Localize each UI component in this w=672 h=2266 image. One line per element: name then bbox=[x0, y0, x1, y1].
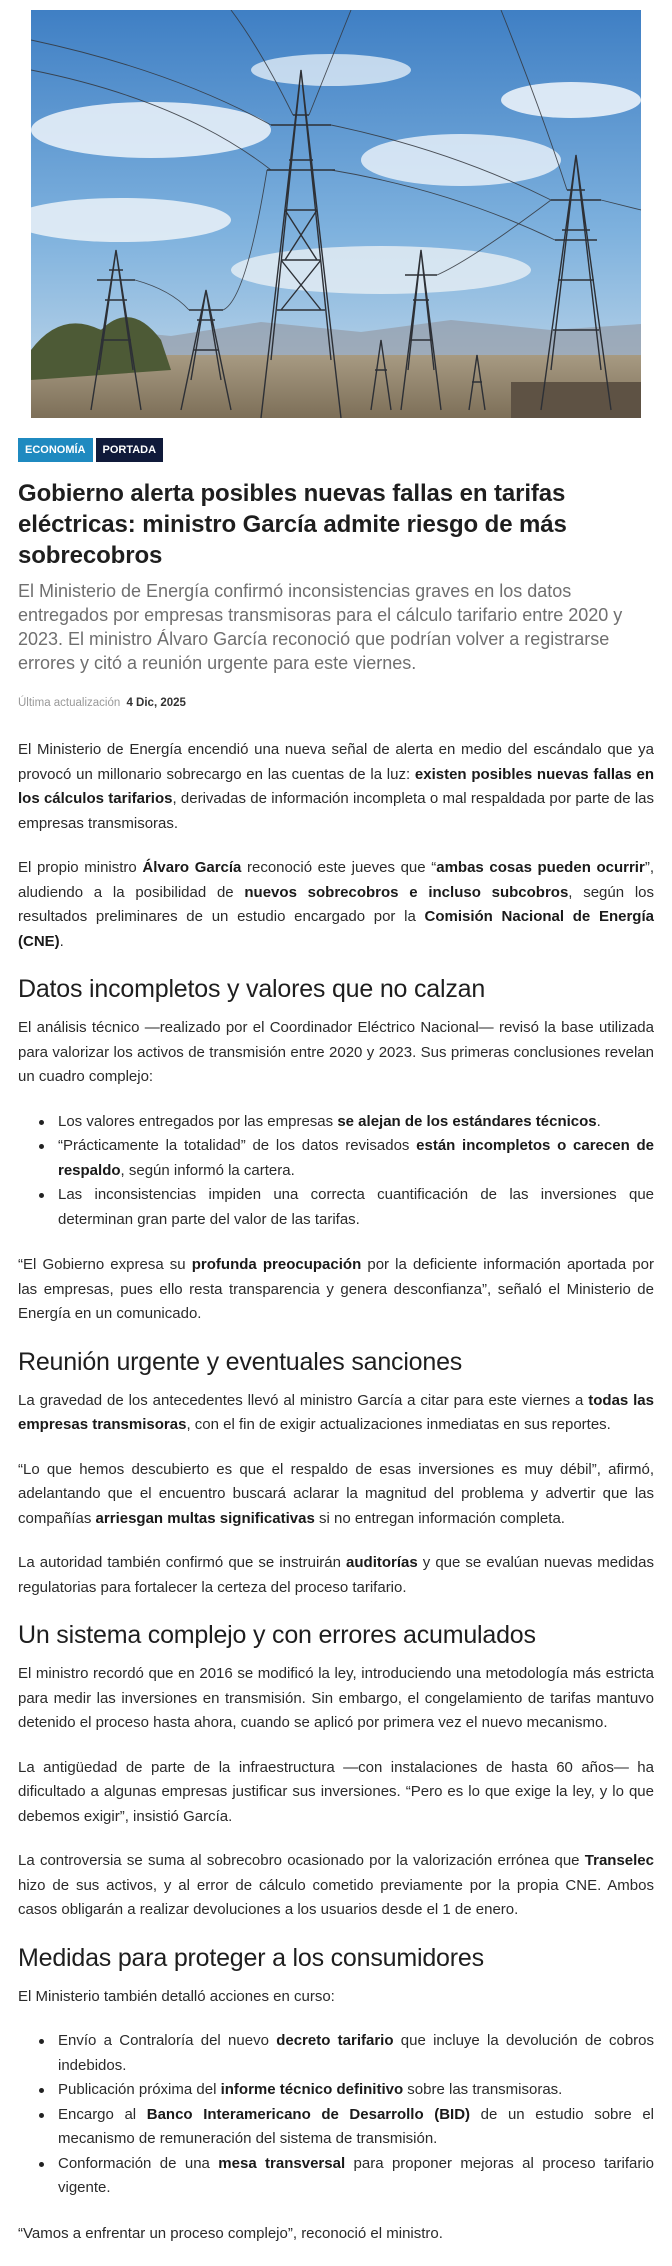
paragraph: “El Gobierno expresa su profunda preocupación por la deficiente información aportada por las empresas, pues ello resta transparencia y genera desconfianza”, señaló el Ministerio de Energía en un comunicado. bbox=[18, 1256, 654, 1322]
article-lead: El Ministerio de Energía confirmó inconsistencias graves en los datos entregados por empresas transmisoras para el cálculo tarifario entre 2020 y 2023. El ministro Álvaro García reconoció que podrían volver a registrarse errores y citó a reunión urgente para este viernes. bbox=[18, 581, 623, 673]
section-heading: Un sistema complejo y con errores acumulados bbox=[18, 1621, 536, 1649]
list-item: Envío a Contraloría del nuevo decreto tarifario que incluye la devolución de cobros indebidos. bbox=[58, 2029, 654, 2078]
list-item: Conformación de una mesa transversal para proponer mejoras al proceso tarifario vigente. bbox=[58, 2152, 654, 2201]
article-title: Gobierno alerta posibles nuevas fallas en tarifas eléctricas: ministro García admite riesgo de más sobrecobros bbox=[18, 480, 567, 569]
category-tags bbox=[18, 438, 654, 462]
last-updated-label: Última actualización bbox=[18, 697, 121, 709]
paragraph: El ministro recordó que en 2016 se modificó la ley, introduciendo una metodología más estricta para medir las inversiones en transmisión. Sin embargo, el congelamiento de tarifas mantuvo detenido el proceso hasta ahora, cuando se aplicó por primera vez el nuevo mecanismo. bbox=[18, 1665, 654, 1731]
last-updated-date: 4 Dic, 2025 bbox=[126, 697, 186, 709]
article-page bbox=[0, 10, 672, 2246]
list-item: Publicación próxima del informe técnico definitivo sobre las transmisoras. bbox=[58, 2078, 654, 2103]
last-updated bbox=[18, 697, 654, 709]
list-item: Las inconsistencias impiden una correcta cuantificación de las inversiones que determinan gran parte del valor de las tarifas. bbox=[58, 1183, 654, 1232]
paragraph: La autoridad también confirmó que se instruirán auditorías y que se evalúan nuevas medidas regulatorias para fortalecer la certeza del proceso tarifario. bbox=[18, 1554, 654, 1596]
section-heading: Datos incompletos y valores que no calzan bbox=[18, 975, 486, 1003]
section-heading: Reunión urgente y eventuales sanciones bbox=[18, 1347, 463, 1376]
paragraph: El análisis técnico —realizado por el Coordinador Eléctrico Nacional— revisó la base utilizada para valorizar los activos de transmisión entre 2020 y 2023. Sus primeras conclusiones revelan un cuadro complejo: bbox=[18, 1019, 654, 1085]
bullet-list bbox=[58, 1110, 654, 1233]
tag-portada[interactable]: PORTADA bbox=[96, 438, 164, 462]
article-body bbox=[18, 738, 654, 2246]
paragraph: La controversia se suma al sobrecobro ocasionado por la valorización errónea que Transelec hizo de sus activos, y al error de cálculo cometido previamente por la propia CNE. Ambos casos obligarán a realizar devoluciones a los usuarios desde el 1 de enero. bbox=[18, 1852, 654, 1918]
bullet-list bbox=[58, 2029, 654, 2201]
paragraph: “Lo que hemos descubierto es que el respaldo de esas inversiones es muy débil”, afirmó, adelantando que el encuentro buscará aclarar la magnitud del problema y advertir que las compañías arriesgan multas significativas si no entregan información completa. bbox=[18, 1460, 654, 1527]
paragraph: El propio ministro Álvaro García reconoció este jueves que “ambas cosas pueden ocurrir”, aludiendo a la posibilidad de nuevos sobrecobros e incluso subcobros, según los resultados preliminares de un estudio encargado por la Comisión Nacional de Energía (CNE). bbox=[18, 859, 655, 950]
paragraph: La gravedad de los antecedentes llevó al ministro García a citar para este viernes a todas las empresas transmisoras, con el fin de exigir actualizaciones inmediatas en sus reportes. bbox=[18, 1391, 654, 1433]
section-heading: Medidas para proteger a los consumidores bbox=[18, 1943, 484, 1972]
tag-economia[interactable]: ECONOMÍA bbox=[18, 438, 93, 462]
paragraph: La antigüedad de parte de la infraestructura —con instalaciones de hasta 60 años— ha dificultado a algunas empresas justificar sus inversiones. “Pero es lo que exige la ley, y lo que debemos exigir”, insistió García. bbox=[18, 1758, 654, 1825]
hero-image bbox=[31, 10, 641, 418]
list-item: Encargo al Banco Interamericano de Desarrollo (BID) de un estudio sobre el mecanismo de remuneración del sistema de transmisión. bbox=[58, 2103, 654, 2152]
paragraph: El Ministerio de Energía encendió una nueva señal de alerta en medio del escándalo que ya provocó un millonario sobrecargo en las cuentas de la luz: existen posibles nuevas fallas en los cálculos tarifarios, derivadas de información incompleta o mal respaldada por parte de las empresas transmisoras. bbox=[18, 741, 654, 832]
list-item: “Prácticamente la totalidad” de los datos revisados están incompletos o carecen de respaldo, según informó la cartera. bbox=[58, 1134, 654, 1183]
paragraph: El Ministerio también detalló acciones en curso: bbox=[18, 1987, 335, 2005]
list-item: Los valores entregados por las empresas se alejan de los estándares técnicos. bbox=[58, 1110, 654, 1135]
paragraph: “Vamos a enfrentar un proceso complejo”, reconoció el ministro. bbox=[18, 2224, 443, 2242]
